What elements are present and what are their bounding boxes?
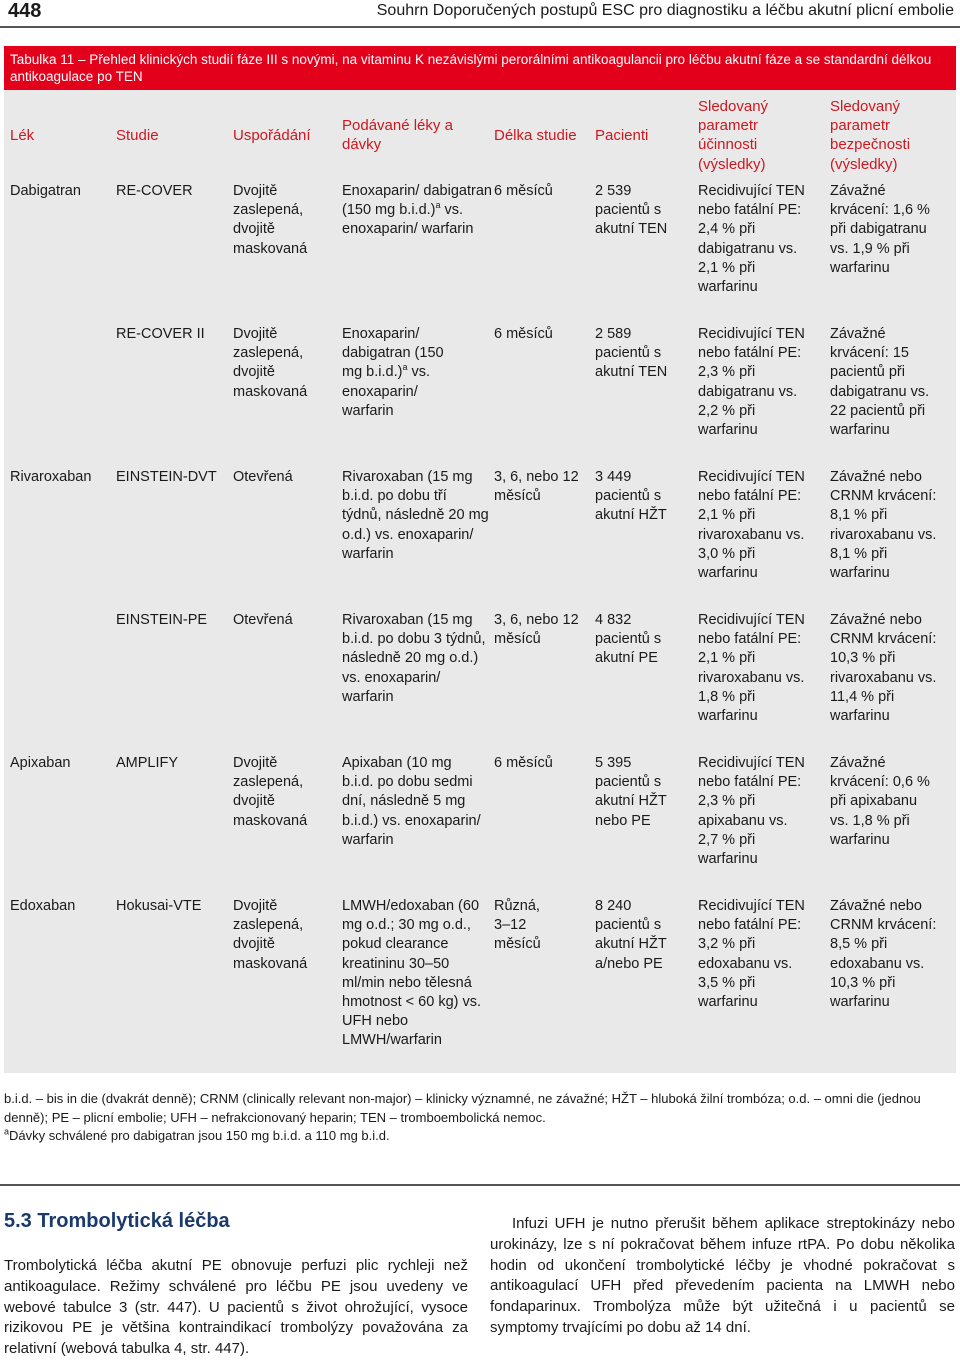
cell-pacienti: 8 240 pacientů s akutní HŽT a/nebo PE bbox=[595, 898, 667, 972]
footnote-abbreviations: b.i.d. – bis in die (dvakrát denně); CRNM (clinically relevant non-major) – klinicky významné, ne závažné; HŽT – hluboká žilní trombóza; o.d. – omni die (jednou denně); PE – plicní embolie; UFH – nefrakcionovaný heparin; TEN – tromboembolická nemoc. bbox=[4, 1091, 921, 1125]
header-usporadani: Uspořádání bbox=[233, 127, 311, 144]
cell-bezpecnost: Závažné nebo CRNM krvácení: 8,1 % při rivaroxabanu vs. 8,1 % při warfarinu bbox=[830, 469, 937, 582]
cell-lek: Dabigatran bbox=[10, 183, 81, 199]
cell-pacienti: 4 832 pacientů s akutní PE bbox=[595, 612, 662, 667]
cell-bezpecnost: Závažné krvácení: 0,6 % při apixabanu vs. 1,8 % při warfarinu bbox=[830, 755, 930, 848]
cell-usporadani: Otevřená bbox=[233, 469, 293, 485]
cell-studie: Hokusai-VTE bbox=[116, 898, 202, 914]
cell-lek: Edoxaban bbox=[10, 898, 76, 914]
cell-podavane-part2: vs. enoxaparin/ warfarin bbox=[342, 202, 474, 238]
cell-podavane: Rivaroxaban (15 mg b.i.d. po dobu tří týdnů, následně 20 mg o.d.) vs. enoxaparin/ warfarin bbox=[342, 469, 489, 562]
header-lek: Lék bbox=[10, 127, 35, 144]
cell-studie: EINSTEIN-PE bbox=[116, 612, 208, 628]
cell-pacienti: 3 449 pacientů s akutní HŽT bbox=[595, 469, 667, 524]
footnote-note bbox=[4, 1127, 949, 1146]
cell-ucinnost: Recidivující TEN nebo fatální PE: 3,2 % při edoxabanu vs. 3,5 % při warfarinu bbox=[698, 898, 805, 1011]
cell-podavane: Apixaban (10 mg b.i.d. po dobu sedmi dní, následně 5 mg b.i.d.) vs. enoxaparin/ warfarin bbox=[342, 755, 481, 848]
section-rule bbox=[0, 1184, 960, 1186]
header-bezpecnost: Sledovaný parametr bezpečnosti (výsledky) bbox=[830, 98, 911, 173]
header-delka: Délka studie bbox=[494, 127, 577, 144]
cell-podavane-part1: Enoxaparin/ dabigatran (150 mg b.i.d.) bbox=[342, 183, 492, 219]
header-rule bbox=[0, 26, 960, 28]
cell-delka: 3, 6, nebo 12 měsíců bbox=[494, 612, 579, 648]
footnote-marker: a bbox=[435, 200, 441, 211]
table-caption bbox=[4, 46, 956, 90]
footnote-note-text: Dávky schválené pro dabigatran jsou 150 mg b.i.d. a 110 mg b.i.d. bbox=[9, 1128, 390, 1143]
header-studie: Studie bbox=[116, 127, 159, 144]
cell-podavane: LMWH/edoxaban (60 mg o.d.; 30 mg o.d., pokud clearance kreatininu 30–50 ml/min nebo tělesná hmotnost < 60 kg) vs. UFH nebo LMWH/warfarin bbox=[342, 898, 482, 1049]
cell-usporadani: Otevřená bbox=[233, 612, 293, 628]
page-header bbox=[0, 0, 960, 26]
cell-bezpecnost: Závažné nebo CRNM krvácení: 10,3 % při rivaroxabanu vs. 11,4 % při warfarinu bbox=[830, 612, 937, 725]
cell-pacienti: 2 589 pacientů s akutní TEN bbox=[595, 326, 668, 381]
cell-lek: Apixaban bbox=[10, 755, 71, 771]
cell-delka: 6 měsíců bbox=[494, 755, 553, 771]
cell-ucinnost: Recidivující TEN nebo fatální PE: 2,1 % při rivaroxabanu vs. 1,8 % při warfarinu bbox=[698, 612, 805, 725]
footnote-marker: a bbox=[402, 362, 408, 373]
cell-pacienti: 2 539 pacientů s akutní TEN bbox=[595, 183, 668, 238]
cell-usporadani: Dvojitě zaslepená, dvojitě maskovaná bbox=[233, 755, 308, 829]
cell-delka: 3, 6, nebo 12 měsíců bbox=[494, 469, 579, 505]
cell-ucinnost: Recidivující TEN nebo fatální PE: 2,3 % při dabigatranu vs. 2,2 % při warfarinu bbox=[698, 326, 805, 439]
cell-delka: 6 měsíců bbox=[494, 326, 553, 342]
cell-usporadani: Dvojitě zaslepená, dvojitě maskovaná bbox=[233, 898, 308, 972]
cell-ucinnost: Recidivující TEN nebo fatální PE: 2,3 % při apixabanu vs. 2,7 % při warfarinu bbox=[698, 755, 805, 868]
cell-podavane-part1: Enoxaparin/ dabigatran (150 mg b.i.d.) bbox=[342, 326, 444, 381]
cell-podavane: Rivaroxaban (15 mg b.i.d. po dobu 3 týdnů, následně 20 mg o.d.) vs. enoxaparin/ warfarin bbox=[342, 612, 486, 705]
header-pacienti: Pacienti bbox=[595, 127, 649, 144]
cell-studie: RE-COVER bbox=[116, 183, 193, 199]
section-heading: 5.3 Trombolytická léčba bbox=[4, 1210, 230, 1232]
cell-bezpecnost: Závažné krvácení: 15 pacientů při dabigatranu vs. 22 pacientů při warfarinu bbox=[830, 326, 930, 439]
cell-bezpecnost: Závažné nebo CRNM krvácení: 8,5 % při edoxabanu vs. 10,3 % při warfarinu bbox=[830, 898, 937, 1011]
cell-podavane bbox=[342, 182, 492, 240]
footnote-note-marker: a bbox=[4, 1126, 10, 1137]
cell-lek: Rivaroxaban bbox=[10, 469, 92, 485]
page-number: 448 bbox=[8, 0, 42, 22]
body-paragraph-left: Trombolytická léčba akutní PE obnovuje perfuzi plic rychleji než antikoagulace. Režimy schválené pro léčbu PE jsou uvedeny ve webové tabulce 3 (str. 447). U pacientů s život ohrožující, vysoce rizikovou PE je většina kontraindikací trombolýzy považována za relativní (webová tabulka 4, str. 447). bbox=[4, 1257, 468, 1358]
cell-bezpecnost: Závažné krvácení: 1,6 % při dabigatranu vs. 1,9 % při warfarinu bbox=[830, 183, 930, 276]
cell-usporadani: Dvojitě zaslepená, dvojitě maskovaná bbox=[233, 326, 308, 400]
table-footnotes bbox=[4, 1090, 949, 1146]
running-title: Souhrn Doporučených postupů ESC pro diagnostiku a léčbu akutní plicní embolie bbox=[376, 2, 954, 19]
cell-usporadani: Dvojitě zaslepená, dvojitě maskovaná bbox=[233, 183, 308, 257]
cell-ucinnost: Recidivující TEN nebo fatální PE: 2,4 % při dabigatranu vs. 2,1 % při warfarinu bbox=[698, 183, 805, 296]
cell-studie: EINSTEIN-DVT bbox=[116, 469, 217, 485]
cell-pacienti: 5 395 pacientů s akutní HŽT nebo PE bbox=[595, 755, 667, 829]
cell-studie: AMPLIFY bbox=[116, 755, 179, 771]
cell-delka: 6 měsíců bbox=[494, 183, 553, 199]
body-paragraph-right: Infuzi UFH je nutno přerušit během aplikace streptokinázy nebo urokinázy, lze s ní pokračovat během infuze rtPA. Po dobu několika hodin od ukončení trombolytické léčby je vhodné pokračovat s antikoagulací UFH před převedením pacienta na LMWH nebo fondaparinux. Trombolýza může být užitečná i u pacientů se symptomy trvajícími po dobu až 14 dní. bbox=[490, 1215, 955, 1336]
cell-podavane-part2: vs. enoxaparin/ warfarin bbox=[342, 364, 431, 419]
header-ucinnost: Sledovaný parametr účinnosti (výsledky) bbox=[698, 98, 769, 173]
header-podavane: Podávané léky a dávky bbox=[342, 117, 453, 154]
table-caption-text: Tabulka 11 – Přehled klinických studií fáze III s novými, na vitaminu K nezávislými perorálními antikoagulancii pro léčbu akutní fáze a se standardní délkou antikoagulace po TEN bbox=[10, 52, 932, 84]
cell-podavane bbox=[342, 325, 467, 421]
cell-delka: Různá, 3–12 měsíců bbox=[494, 898, 541, 953]
cell-ucinnost: Recidivující TEN nebo fatální PE: 2,1 % při rivaroxabanu vs. 3,0 % při warfarinu bbox=[698, 469, 805, 582]
cell-studie: RE-COVER II bbox=[116, 326, 205, 342]
